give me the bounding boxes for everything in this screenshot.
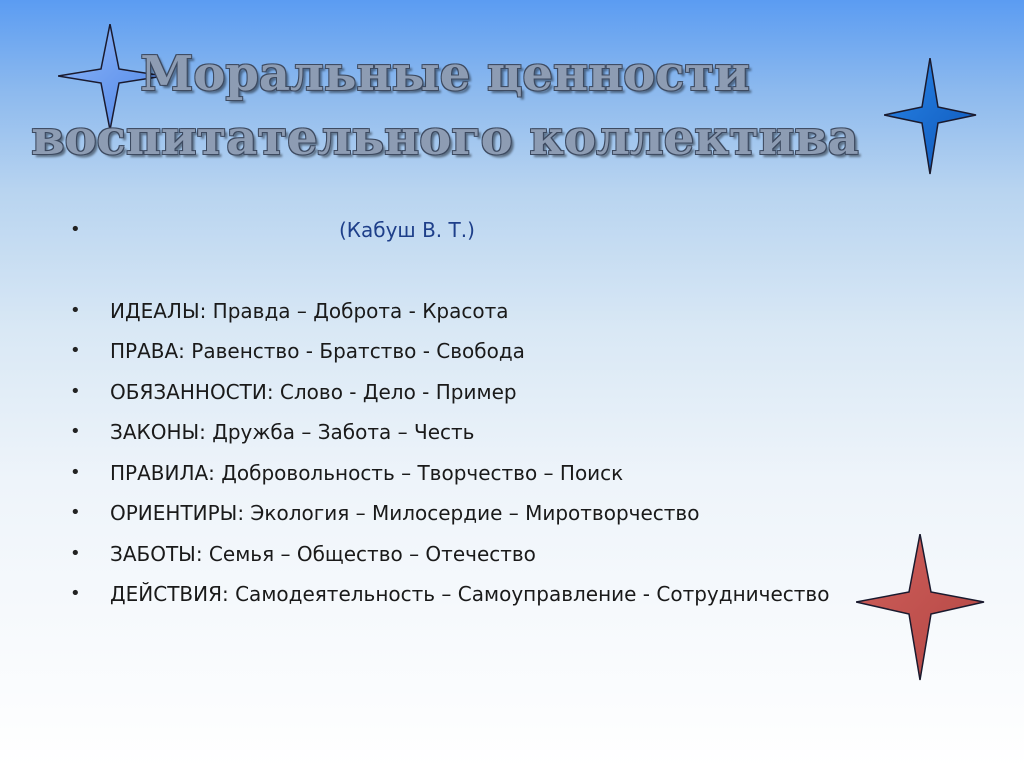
bullet-list (70, 210, 1010, 615)
author-text: (Кабуш В. Т.) (339, 218, 475, 242)
item-key: ОРИЕНТИРЫ: (110, 501, 245, 525)
list-item (70, 331, 1010, 372)
slide-title (0, 42, 890, 170)
list-item (70, 291, 1010, 332)
item-value: Равенство - Братство - Свобода (184, 339, 525, 363)
list-item (70, 493, 1010, 534)
title-line-2: воспитательного коллектива (31, 110, 859, 166)
item-value: Дружба – Забота – Честь (205, 420, 475, 444)
bullet-icon: • (70, 380, 81, 402)
bullet-icon: • (70, 219, 81, 240)
item-value: Слово - Дело - Пример (273, 379, 517, 404)
item-value: Экология – Милосердие – Миротворчество (244, 501, 700, 525)
bullet-icon: • (70, 583, 81, 604)
item-key: ПРАВИЛА: (110, 460, 215, 485)
title-line-1: Моральные ценности (140, 46, 750, 102)
bullet-icon: • (70, 542, 81, 564)
bullet-icon: • (70, 502, 81, 523)
item-key: ДЕЙСТВИЯ: (110, 582, 229, 606)
item-value: Добровольность – Творчество – Поиск (214, 460, 624, 485)
bullet-icon: • (70, 340, 81, 361)
item-value: Семья – Общество – Отечество (202, 541, 536, 566)
star-top-right-icon (884, 58, 978, 176)
list-item (70, 574, 1010, 615)
bullet-icon: • (70, 421, 81, 442)
list-item (70, 372, 1010, 413)
item-value: Самодеятельность – Самоуправление - Сотрудничество (228, 582, 830, 606)
item-value: Правда – Доброта - Красота (206, 298, 509, 323)
bullet-icon: • (70, 461, 81, 483)
item-key: ИДЕАЛЫ: (110, 298, 207, 323)
list-item (70, 412, 1010, 453)
item-key: ОБЯЗАННОСТИ: (110, 379, 274, 404)
item-key: ЗАБОТЫ: (110, 541, 203, 566)
item-key: ПРАВА: (110, 339, 185, 363)
bullet-icon: • (70, 299, 81, 321)
author-item (70, 210, 1010, 251)
list-item (70, 453, 1010, 494)
item-key: ЗАКОНЫ: (110, 420, 206, 444)
list-item (70, 534, 1010, 575)
